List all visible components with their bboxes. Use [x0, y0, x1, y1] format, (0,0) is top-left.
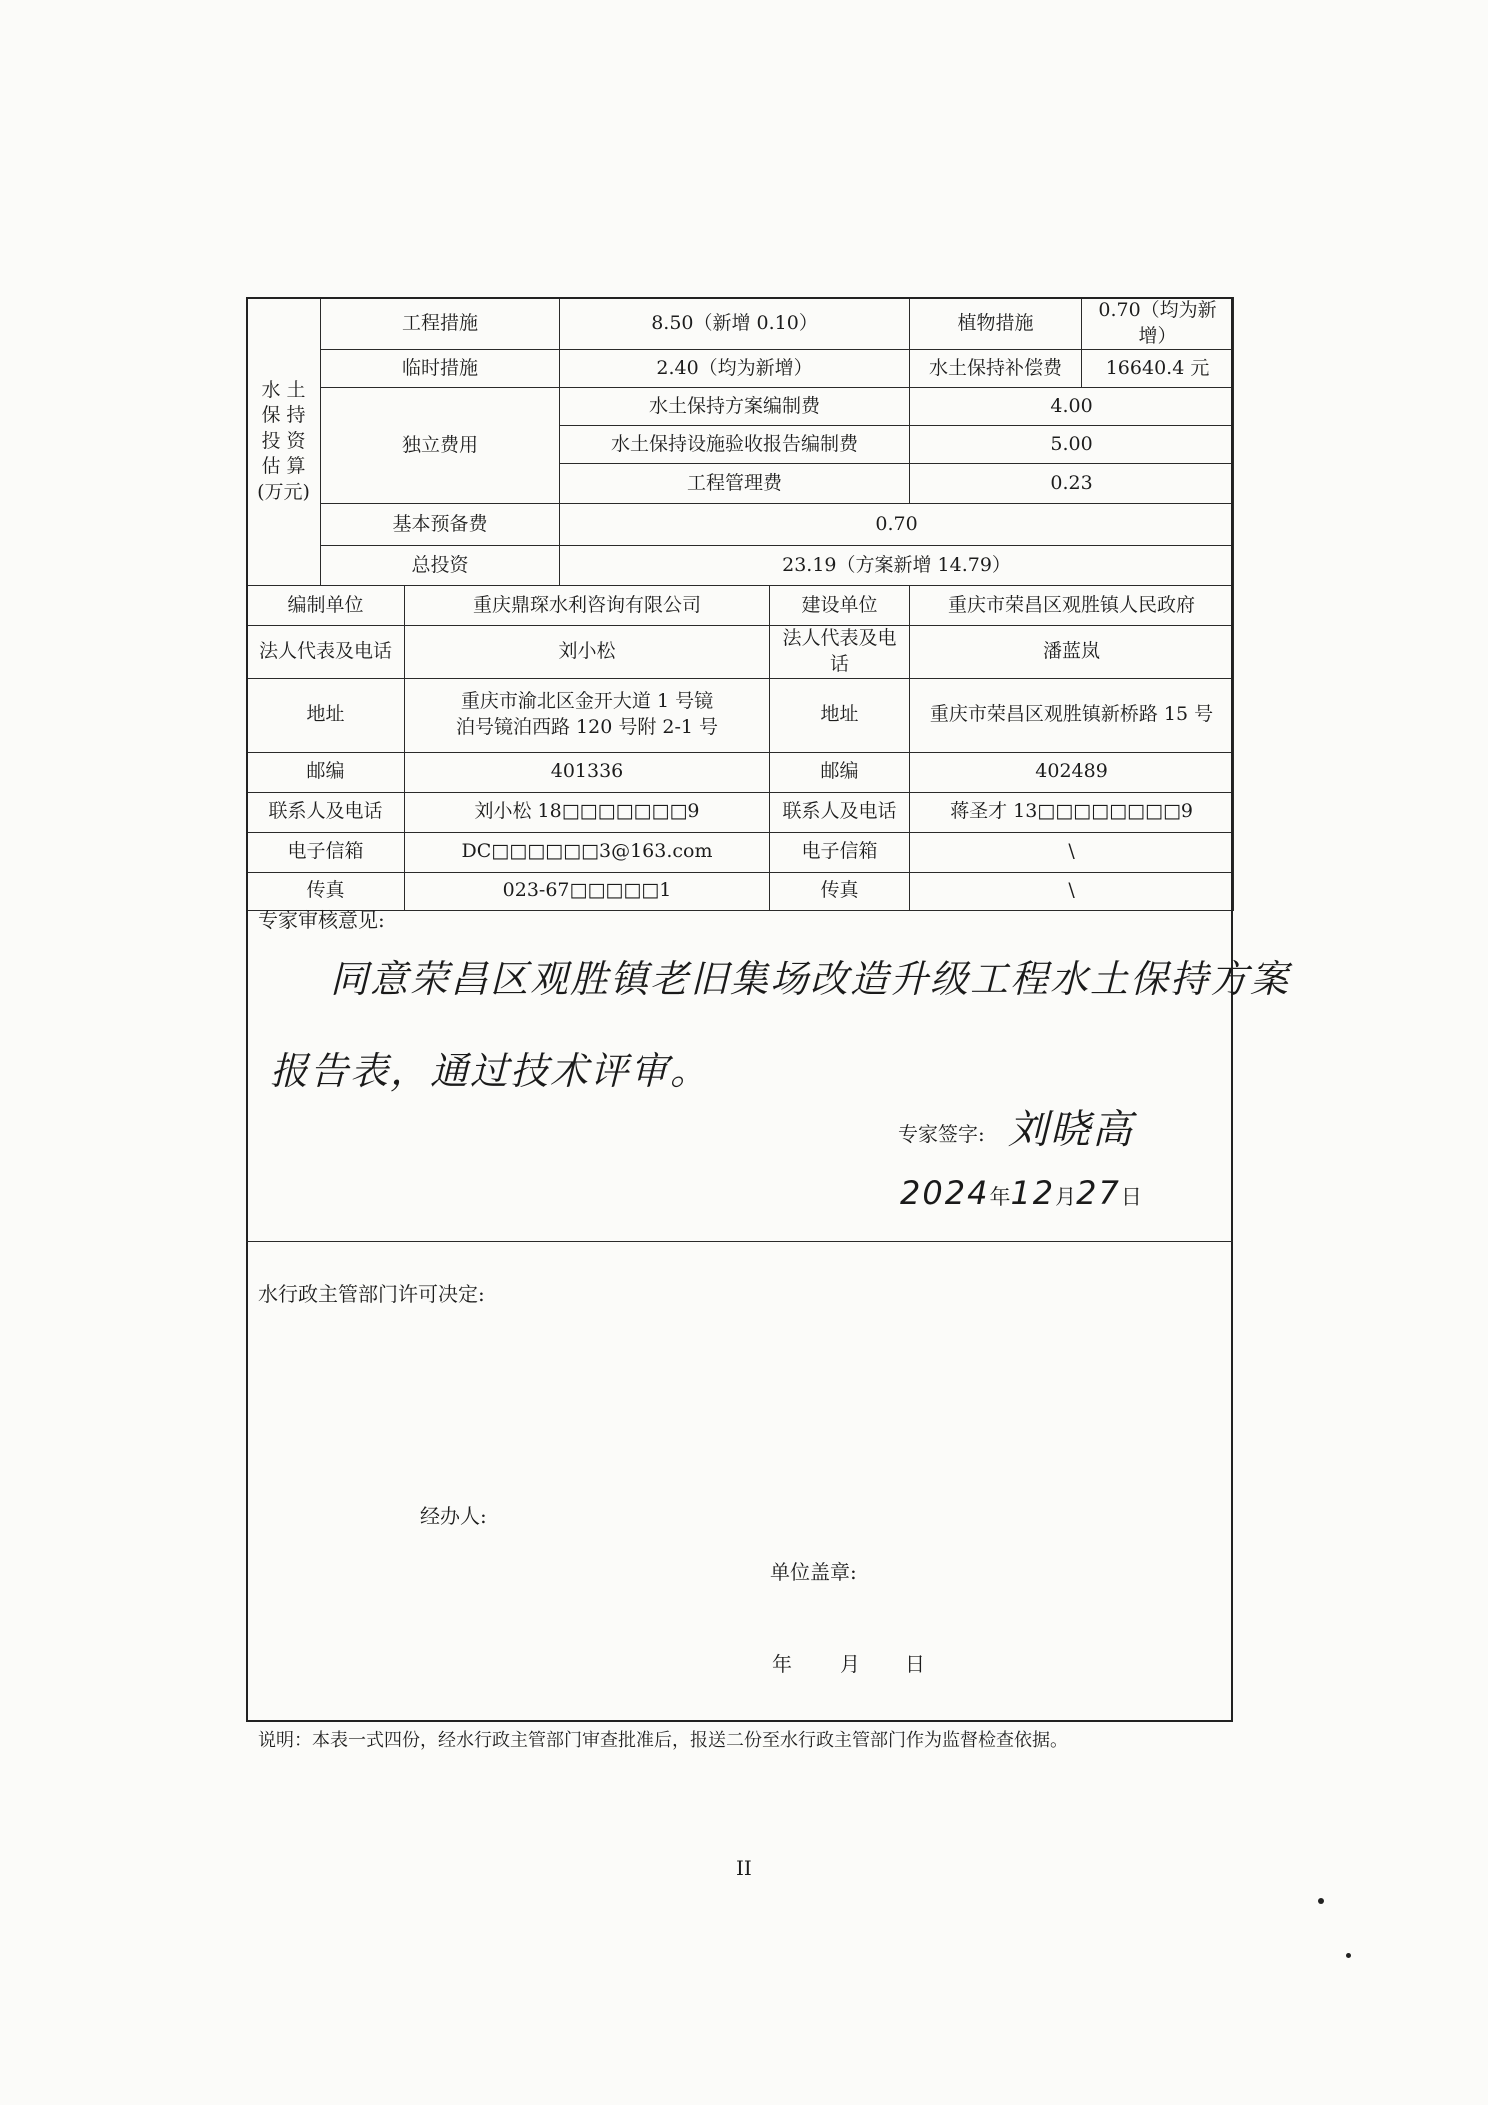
expert-date-day-unit: 日 [1120, 1185, 1142, 1209]
total-value: 23.19（方案新增 14.79） [560, 546, 1234, 586]
builder-postcode-label: 邮编 [770, 752, 910, 792]
expert-date-month-unit: 月 [1055, 1185, 1077, 1209]
compensation-value: 16640.4 元 [1082, 350, 1234, 388]
decision-date-month: 月 [840, 1652, 860, 1676]
compiler-address-label: 地址 [247, 678, 405, 752]
footnote: 说明：本表一式四份，经水行政主管部门审查批准后，报送二份至水行政主管部门作为监督检查依据。 [258, 1730, 1068, 1751]
section-divider [246, 1241, 1233, 1242]
compiler-fax-label: 传真 [247, 872, 405, 910]
builder-postcode: 402489 [910, 752, 1234, 792]
expert-opinion-line2: 报告表，通过技术评审。 [270, 1049, 711, 1093]
compiler-label: 编制单位 [247, 586, 405, 626]
plan-fee-value: 4.00 [910, 388, 1234, 426]
page-number: II [736, 1856, 752, 1880]
compiler-postcode-label: 邮编 [247, 752, 405, 792]
temporary-value: 2.40（均为新增） [560, 350, 910, 388]
compiler-contact-label: 联系人及电话 [247, 792, 405, 832]
compiler-value: 重庆鼎琛水利咨询有限公司 [405, 586, 770, 626]
expert-opinion-line1: 同意荣昌区观胜镇老旧集场改造升级工程水土保持方案 [330, 957, 1291, 1001]
compiler-legal-rep-label: 法人代表及电话 [247, 626, 405, 678]
builder-label: 建设单位 [770, 586, 910, 626]
decision-seal-label: 单位盖章: [770, 1560, 857, 1584]
compensation-label: 水土保持补偿费 [910, 350, 1082, 388]
investment-side-label: 水 土 保 持 投 资 估 算 (万元) [247, 298, 321, 586]
builder-value: 重庆市荣昌区观胜镇人民政府 [910, 586, 1234, 626]
reserve-value: 0.70 [560, 504, 1234, 546]
compiler-fax: 023-67□□□□□1 [405, 872, 770, 910]
expert-date-day: 27 [1076, 1174, 1121, 1212]
compiler-address-line1: 重庆市渝北区金开大道 1 号镜 [460, 690, 714, 713]
compiler-email: DC□□□□□□3@163.com [405, 832, 770, 872]
expert-signature-label: 专家签字: [898, 1122, 985, 1146]
management-fee-value: 0.23 [910, 464, 1234, 504]
expert-date-month: 12 [1010, 1174, 1056, 1212]
builder-legal-rep: 潘蓝岚 [910, 626, 1234, 678]
decision-handler-label: 经办人: [420, 1504, 487, 1528]
engineering-label: 工程措施 [321, 298, 560, 350]
management-fee-label: 工程管理费 [560, 464, 910, 504]
decision-date-day: 日 [905, 1652, 925, 1676]
acceptance-fee-label: 水土保持设施验收报告编制费 [560, 426, 910, 464]
builder-email-label: 电子信箱 [770, 832, 910, 872]
acceptance-fee-value: 5.00 [910, 426, 1234, 464]
expert-signature: 刘晓高 [1008, 1107, 1134, 1153]
expert-heading: 专家审核意见: [258, 908, 385, 932]
builder-contact: 蒋圣才 13□□□□□□□□9 [910, 792, 1234, 832]
expert-date-year-unit: 年 [989, 1185, 1011, 1209]
form-frame [246, 297, 1233, 1722]
decision-heading: 水行政主管部门许可决定: [258, 1282, 485, 1306]
expert-date-year: 2024 [900, 1174, 990, 1212]
builder-fax-label: 传真 [770, 872, 910, 910]
compiler-email-label: 电子信箱 [247, 832, 405, 872]
engineering-value: 8.50（新增 0.10） [560, 298, 910, 350]
compiler-postcode: 401336 [405, 752, 770, 792]
scan-speck [1318, 1898, 1324, 1904]
builder-email: \ [910, 832, 1234, 872]
independent-label: 独立费用 [321, 388, 560, 504]
compiler-contact: 刘小松 18□□□□□□□9 [405, 792, 770, 832]
builder-legal-rep-label: 法人代表及电话 [770, 626, 910, 678]
compiler-legal-rep: 刘小松 [405, 626, 770, 678]
builder-contact-label: 联系人及电话 [770, 792, 910, 832]
scan-speck [1346, 1953, 1351, 1958]
total-label: 总投资 [321, 546, 560, 586]
builder-address-label: 地址 [770, 678, 910, 752]
plan-fee-label: 水土保持方案编制费 [560, 388, 910, 426]
temporary-label: 临时措施 [321, 350, 560, 388]
plant-label: 植物措施 [910, 298, 1082, 350]
reserve-label: 基本预备费 [321, 504, 560, 546]
plant-value: 0.70（均为新增） [1082, 298, 1234, 350]
compiler-address-line2: 泊号镜泊西路 120 号附 2-1 号 [455, 716, 719, 739]
expert-date [900, 1174, 1142, 1212]
builder-address: 重庆市荣昌区观胜镇新桥路 15 号 [910, 678, 1234, 752]
builder-fax: \ [910, 872, 1234, 910]
decision-date-year: 年 [772, 1652, 792, 1676]
